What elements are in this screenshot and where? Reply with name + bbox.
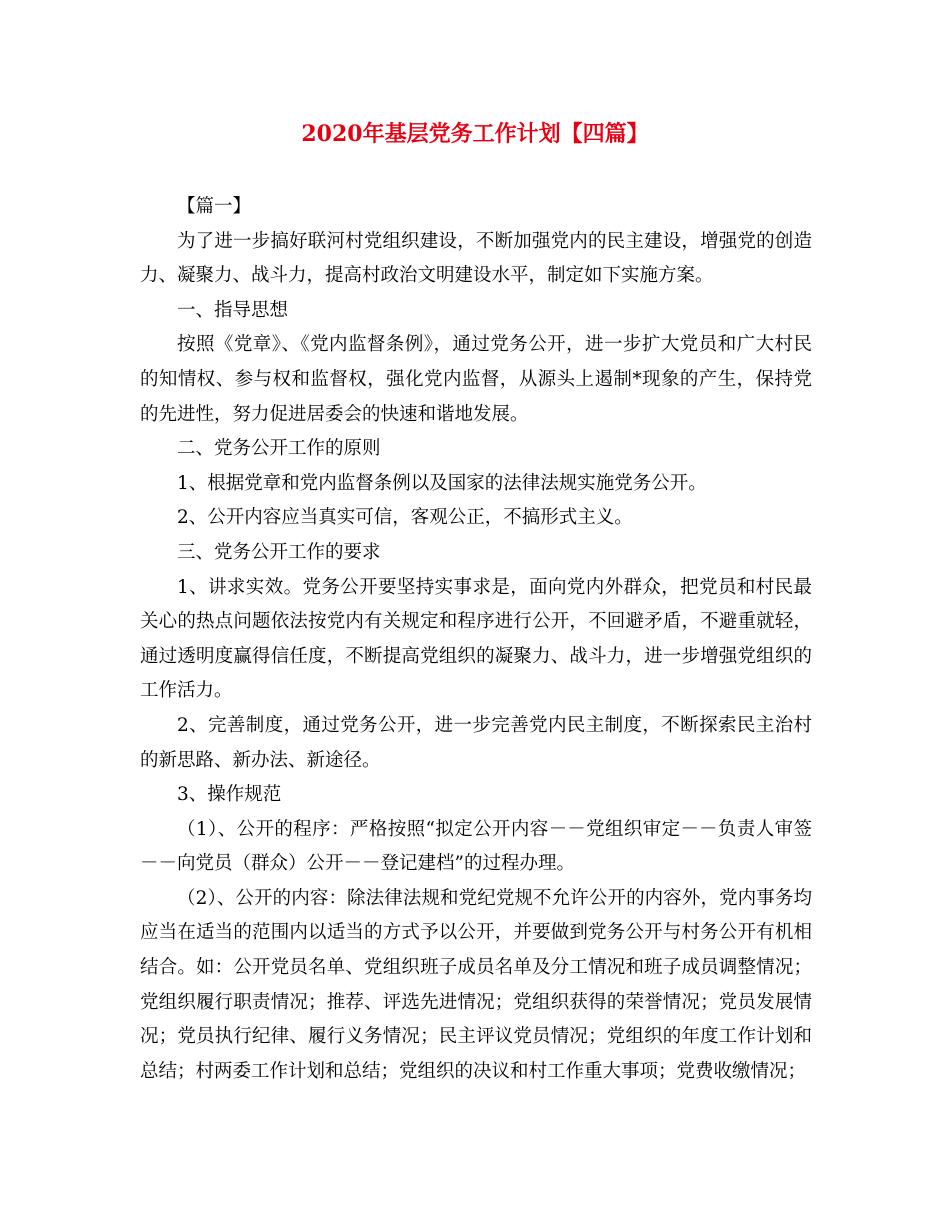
section-heading: 一、指导思想 bbox=[177, 299, 289, 321]
document-body bbox=[140, 190, 812, 1089]
paragraph: 2、完善制度，通过党务公开，进一步完善党内民主制度，不断探索民主治村的新思路、新办法、新途径。 bbox=[140, 714, 812, 771]
paragraph: 为了进一步搞好联河村党组织建设，不断加强党内的民主建设，增强党的创造力、凝聚力、战斗力，提高村政治文明建设水平，制定如下实施方案。 bbox=[140, 230, 812, 287]
paragraph: 2、公开内容应当真实可信，客观公正，不搞形式主义。 bbox=[177, 507, 633, 529]
paragraph: （1）、公开的程序：严格按照“拟定公开内容－－党组织审定－－负责人审签－－向党员（群众）公开－－登记建档”的过程办理。 bbox=[140, 818, 812, 875]
paragraph: （2）、公开的内容：除法律法规和党纪党规不允许公开的内容外，党内事务均应当在适当的范围内以适当的方式予以公开，并要做到党务公开与村务公开有机相结合。如：公开党员名单、党组织班子成员名单及分工情况和班子成员调整情况；党组织履行职责情况；推荐、评选先进情况；党组织获得的荣誉情况；党员发展情况；党员执行纪律、履行义务情况；民主评议党员情况；党组织的年度工作计划和总结；村两委工作计划和总结；党组织的决议和村工作重大事项；党费收缴情况； bbox=[140, 887, 812, 1082]
section-heading: 二、党务公开工作的原则 bbox=[177, 438, 381, 460]
paragraph: 1、讲求实效。党务公开要坚持实事求是，面向党内外群众，把党员和村民最关心的热点问题依法按党内有关规定和程序进行公开，不回避矛盾，不避重就轻，通过透明度赢得信任度，不断提高党组织的凝聚力、战斗力，进一步增强党组织的工作活力。 bbox=[140, 576, 812, 702]
document-title: 2020年基层党务工作计划【四篇】 bbox=[301, 121, 649, 147]
paragraph: 按照《党章》、《党内监督条例》，通过党务公开，进一步扩大党员和广大村民的知情权、参与权和监督权，强化党内监督，从源头上遏制*现象的产生，保持党的先进性，努力促进居委会的快速和谐地发展。 bbox=[140, 334, 812, 425]
section-heading: 【篇一】 bbox=[177, 196, 252, 217]
paragraph: 3、操作规范 bbox=[177, 784, 282, 806]
paragraph: 1、根据党章和党内监督条例以及国家的法律法规实施党务公开。 bbox=[177, 472, 707, 494]
section-heading: 三、党务公开工作的要求 bbox=[177, 541, 381, 563]
